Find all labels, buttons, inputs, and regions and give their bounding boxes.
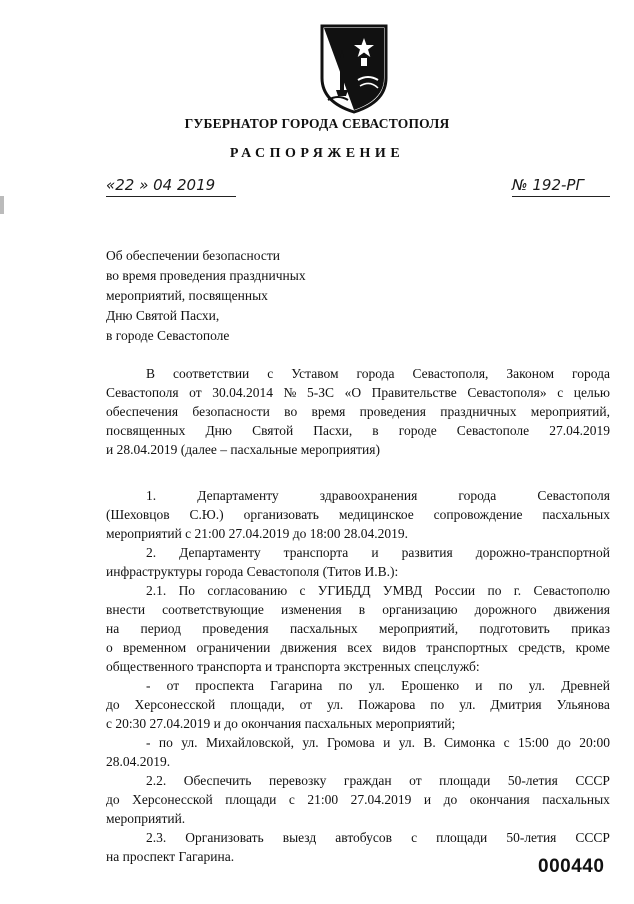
word: видов xyxy=(382,640,417,655)
word: Севастополя xyxy=(537,488,610,503)
word: проспекта xyxy=(195,678,255,693)
word: ограничении xyxy=(196,640,271,655)
text-line: общественного транспорта и транспорта экстренных спецслужб: xyxy=(106,659,480,674)
word: посвященных xyxy=(106,423,186,438)
word: время xyxy=(311,404,346,419)
word: период xyxy=(140,621,181,636)
text-line: с 20:30 27.04.2019 и до окончания пасхальных мероприятий; xyxy=(106,716,456,731)
word: города xyxy=(356,366,395,381)
word: СССР xyxy=(575,773,610,788)
word: 50-летия xyxy=(507,773,558,788)
word: организацию xyxy=(382,602,458,617)
word: соответствии xyxy=(173,366,250,381)
word: о xyxy=(106,640,113,655)
word: подготовить xyxy=(479,621,550,636)
word: УГИБДД xyxy=(317,583,371,598)
word: от xyxy=(409,773,422,788)
word: России xyxy=(434,583,476,598)
word: мероприятий, xyxy=(530,404,610,419)
word: приказ xyxy=(571,621,610,636)
coat-of-arms-icon xyxy=(318,20,390,114)
word: УМВД xyxy=(382,583,423,598)
word: граждан xyxy=(343,773,392,788)
word: соответствующие xyxy=(162,602,264,617)
text-line: мероприятий с 21:00 27.04.2019 до 18:00 28.04.2019. xyxy=(106,526,409,541)
word: 2.2. xyxy=(146,773,167,788)
word: организовать xyxy=(243,507,319,522)
word: внести xyxy=(106,602,146,617)
word: По xyxy=(178,583,196,598)
word: и xyxy=(423,792,432,807)
text-line: 28.04.2019. xyxy=(106,754,171,769)
word: ул. xyxy=(398,735,415,750)
word: площади, xyxy=(230,697,285,712)
text-line xyxy=(106,771,610,790)
word: В xyxy=(146,366,156,381)
word: мероприятий, xyxy=(378,621,459,636)
word: 20:00 xyxy=(579,735,610,750)
word: ул. xyxy=(327,697,344,712)
word: Севастополя» xyxy=(467,385,547,400)
word: всех xyxy=(347,640,373,655)
word: Михайловской, xyxy=(205,735,294,750)
subject-line: Об обеспечении безопасности xyxy=(106,248,280,263)
text-line xyxy=(106,402,610,421)
text-line xyxy=(106,486,610,505)
text-line xyxy=(106,364,610,383)
word: Симонка xyxy=(444,735,496,750)
word: 5-ЗС xyxy=(307,385,335,400)
word: Пасхи, xyxy=(313,423,353,438)
text-line xyxy=(106,638,610,657)
text-line xyxy=(106,733,610,752)
text-line xyxy=(106,383,610,402)
word: по xyxy=(338,678,353,693)
word: по xyxy=(430,697,445,712)
document-subject xyxy=(106,246,306,346)
word: средств, xyxy=(518,640,566,655)
word: 27.04.2019 xyxy=(350,792,412,807)
word: от xyxy=(189,385,202,400)
word: движения xyxy=(280,640,337,655)
word: Ульянова xyxy=(556,697,610,712)
word: 2.1. xyxy=(146,583,167,598)
word: «О xyxy=(344,385,362,400)
word: транспорта xyxy=(283,545,349,560)
word: С.Ю.) xyxy=(189,507,224,522)
word: - xyxy=(146,735,151,750)
word: Ерошенко xyxy=(401,678,460,693)
order-body xyxy=(106,486,610,866)
word: 50-летия xyxy=(506,830,557,845)
word: и xyxy=(475,678,483,693)
word: с xyxy=(503,735,510,750)
word: города xyxy=(572,366,610,381)
word: пасхальных xyxy=(542,792,610,807)
text-line xyxy=(106,619,610,638)
date-text: «22 » 04 2019 xyxy=(106,176,216,194)
subject-line: Дню Святой Пасхи, xyxy=(106,308,220,323)
word: обеспечения xyxy=(106,404,179,419)
word: Херсонесской xyxy=(132,792,213,807)
word: до xyxy=(106,697,120,712)
word: 15:00 xyxy=(518,735,549,750)
word: по xyxy=(487,583,502,598)
word: от xyxy=(166,678,180,693)
word: Севастополя, xyxy=(412,366,489,381)
word: Пожарова xyxy=(358,697,416,712)
word: ул. xyxy=(459,697,476,712)
word: Севастополя xyxy=(106,385,179,400)
word: 27.04.2019 xyxy=(549,423,610,438)
word: на xyxy=(106,621,120,636)
text-line: и 28.04.2019 (далее – пасхальные мероприятия) xyxy=(106,442,380,457)
word: 30.04.2014 xyxy=(212,385,273,400)
word: ул. xyxy=(181,735,198,750)
word: Обеспечить xyxy=(183,773,252,788)
text-line xyxy=(106,600,610,619)
word: развития xyxy=(401,545,453,560)
word: движения xyxy=(553,602,610,617)
word: В. xyxy=(423,735,436,750)
preamble-paragraph xyxy=(106,364,610,459)
word: Департаменту xyxy=(197,488,279,503)
word: проведения xyxy=(202,621,269,636)
word: и xyxy=(383,735,391,750)
number-text: № 192-РГ xyxy=(512,176,584,194)
word: Севастополе xyxy=(456,423,530,438)
word: до xyxy=(443,792,458,807)
word: окончания xyxy=(469,792,530,807)
word: дорожного xyxy=(474,602,537,617)
word: № xyxy=(283,385,297,400)
word: города xyxy=(458,488,497,503)
text-line: мероприятий. xyxy=(106,811,186,826)
word: Законом xyxy=(506,366,555,381)
text-line xyxy=(106,581,610,600)
word: площади xyxy=(225,792,277,807)
word: до xyxy=(557,735,571,750)
word: Гагарина xyxy=(270,678,323,693)
word: медицинское xyxy=(338,507,414,522)
text-line xyxy=(106,421,610,440)
document-type-title: РАСПОРЯЖЕНИЕ xyxy=(229,146,405,161)
word: автобусов xyxy=(335,830,393,845)
word: безопасности xyxy=(192,404,270,419)
text-line xyxy=(106,828,610,847)
word: согласованию xyxy=(207,583,288,598)
word: по xyxy=(158,735,173,750)
word: от xyxy=(299,697,313,712)
word: 2. xyxy=(146,545,157,560)
word: перевозку xyxy=(268,773,327,788)
word: пасхальных xyxy=(542,507,610,522)
word: Правительстве xyxy=(371,385,457,400)
governor-title: ГУБЕРНАТОР ГОРОДА СЕВАСТОПОЛЯ xyxy=(184,116,450,131)
word: праздничных xyxy=(440,404,517,419)
text-line xyxy=(106,543,610,562)
word: транспортных xyxy=(426,640,508,655)
text-line xyxy=(106,676,610,695)
text-line xyxy=(106,695,610,714)
word: Дню xyxy=(205,423,232,438)
word: временном xyxy=(123,640,187,655)
word: до xyxy=(106,792,120,807)
word: в xyxy=(358,602,366,617)
word: Святой xyxy=(252,423,294,438)
text-line xyxy=(106,505,610,524)
word: с xyxy=(299,583,306,598)
word: с xyxy=(267,366,274,381)
word: проведения xyxy=(359,404,426,419)
document-number xyxy=(512,176,610,197)
word: Организовать xyxy=(185,830,264,845)
word: г. xyxy=(513,583,522,598)
word: с xyxy=(411,830,418,845)
word: площади xyxy=(439,773,491,788)
word: - xyxy=(146,678,151,693)
word: кроме xyxy=(575,640,610,655)
subject-line: в городе Севастополе xyxy=(106,328,230,343)
word: по xyxy=(498,678,513,693)
serial-number: 000440 xyxy=(538,856,605,877)
word: сопровождение xyxy=(433,507,523,522)
word: (Шеховцов xyxy=(106,507,170,522)
word: СССР xyxy=(575,830,610,845)
word: пасхальных xyxy=(289,621,358,636)
subject-line: во время проведения праздничных xyxy=(106,268,306,283)
word: изменения xyxy=(280,602,342,617)
text-line: инфраструктуры города Севастополя (Титов И.В.): xyxy=(106,564,399,579)
text-line: на проспект Гагарина. xyxy=(106,849,235,864)
word: Херсонесской xyxy=(134,697,216,712)
word: в xyxy=(372,423,379,438)
word: площади xyxy=(436,830,488,845)
word: с xyxy=(557,385,564,400)
word: Севастополю xyxy=(533,583,610,598)
word: здравоохранения xyxy=(319,488,418,503)
word: ул. xyxy=(528,678,546,693)
word: 21:00 xyxy=(307,792,339,807)
word: с xyxy=(288,792,295,807)
word: дорожно-транспортной xyxy=(475,545,610,560)
subject-line: мероприятий, посвященных xyxy=(106,288,268,303)
word: 2.3. xyxy=(146,830,167,845)
word: 1. xyxy=(146,488,157,503)
word: Департаменту xyxy=(179,545,261,560)
word: целью xyxy=(573,385,610,400)
word: во xyxy=(284,404,298,419)
document-date xyxy=(106,176,236,197)
word: и xyxy=(371,545,379,560)
word: городе xyxy=(398,423,437,438)
text-line xyxy=(106,790,610,809)
word: Громова xyxy=(327,735,375,750)
word: ул. xyxy=(368,678,385,693)
word: выезд xyxy=(282,830,317,845)
word: Уставом xyxy=(291,366,339,381)
word: ул. xyxy=(302,735,319,750)
scan-margin-mark xyxy=(0,196,4,214)
word: Древней xyxy=(561,678,610,693)
word: Дмитрия xyxy=(490,697,542,712)
